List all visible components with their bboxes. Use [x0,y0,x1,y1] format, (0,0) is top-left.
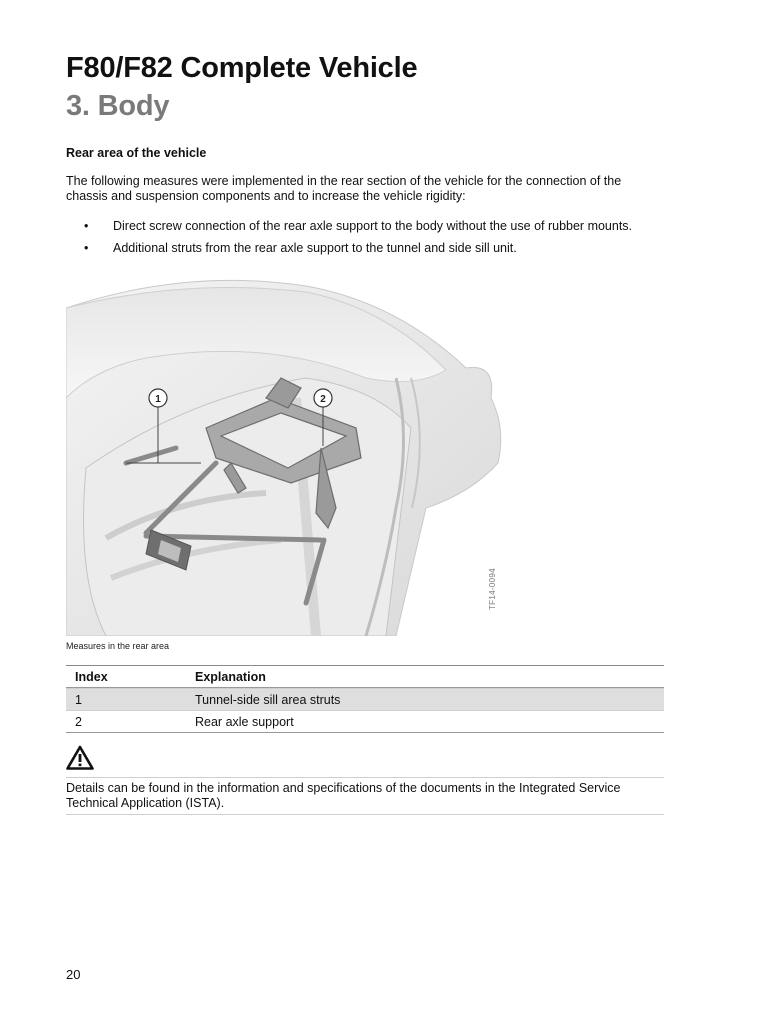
bullet-list [66,219,676,263]
divider [66,814,664,815]
bullet-item [66,219,676,234]
bullet-icon: • [84,241,89,255]
bullet-item [66,241,676,256]
table-cell-index: 1 [75,692,82,707]
callout-label: 2 [320,394,326,405]
table-cell-explanation: Tunnel-side sill area struts [195,692,341,707]
rear-area-illustration [66,278,516,636]
table-header-cell: Explanation [195,669,266,684]
bullet-icon: • [84,219,89,233]
table-cell-explanation: Rear axle support [195,714,294,729]
intro-paragraph: The following measures were implemented in the rear section of the vehicle for the connection of the chassis and suspension components and to increase the vehicle rigidity: [66,174,622,203]
table-header-cell: Index [75,669,108,684]
car-body-drawing [66,278,516,636]
table-cell-index: 2 [75,714,82,729]
warning-triangle-icon [66,745,94,770]
table-row [66,688,664,710]
bullet-text: Additional struts from the rear axle support to the tunnel and side sill unit. [113,241,517,255]
table-header-row [66,666,664,688]
page-title: F80/F82 Complete Vehicle [66,52,418,84]
table-row [66,710,664,732]
figure-caption: Measures in the rear area [66,641,170,651]
bullet-text: Direct screw connection of the rear axle support to the body without the use of rubber mounts. [113,219,633,233]
figure-image-id: TF14-0094 [488,568,497,610]
page-number: 20 [66,967,81,982]
index-table [66,665,664,733]
divider [66,777,664,778]
note-text: Details can be found in the information and specifications of the documents in the Integrated Service Technical Application (ISTA). [66,781,621,810]
page-subtitle: 3. Body [66,90,170,122]
section-heading: Rear area of the vehicle [66,146,207,160]
callout-label: 1 [155,394,161,405]
